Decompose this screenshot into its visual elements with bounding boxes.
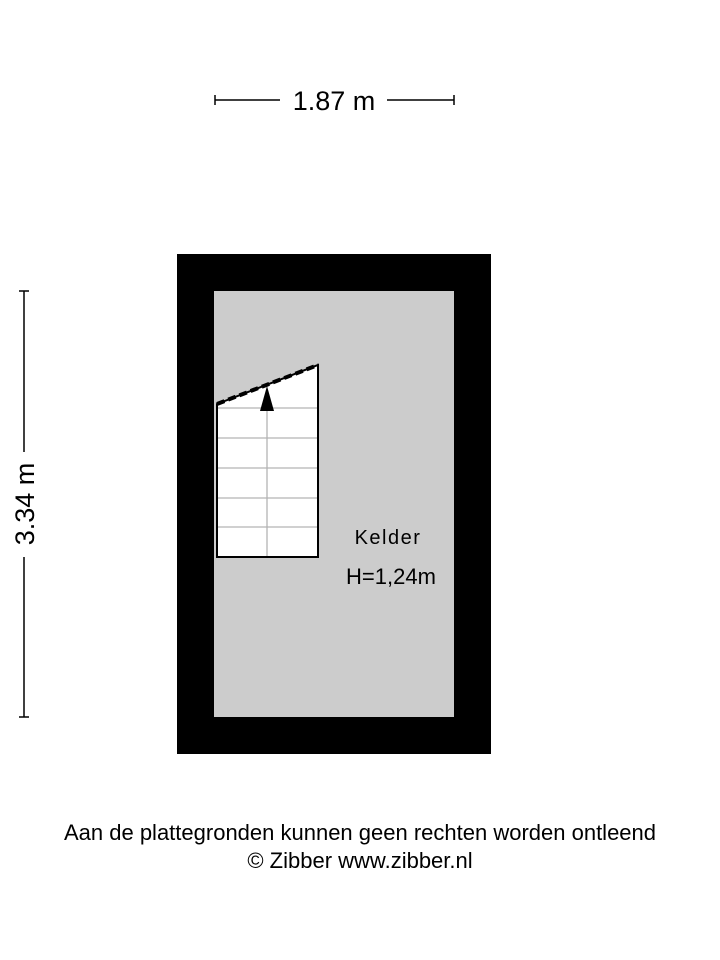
disclaimer-text: Aan de plattegronden kunnen geen rechten worden ontleend xyxy=(63,820,657,845)
room-height-label: H=1,24m xyxy=(346,564,436,589)
width-dimension xyxy=(215,86,454,116)
height-dimension xyxy=(10,291,40,717)
room-name-label: Kelder xyxy=(354,527,422,549)
width-dimension-label: 1.87 m xyxy=(292,86,376,116)
copyright-text: © Zibber www.zibber.nl xyxy=(247,848,473,873)
height-dimension-label: 3.34 m xyxy=(10,462,40,546)
